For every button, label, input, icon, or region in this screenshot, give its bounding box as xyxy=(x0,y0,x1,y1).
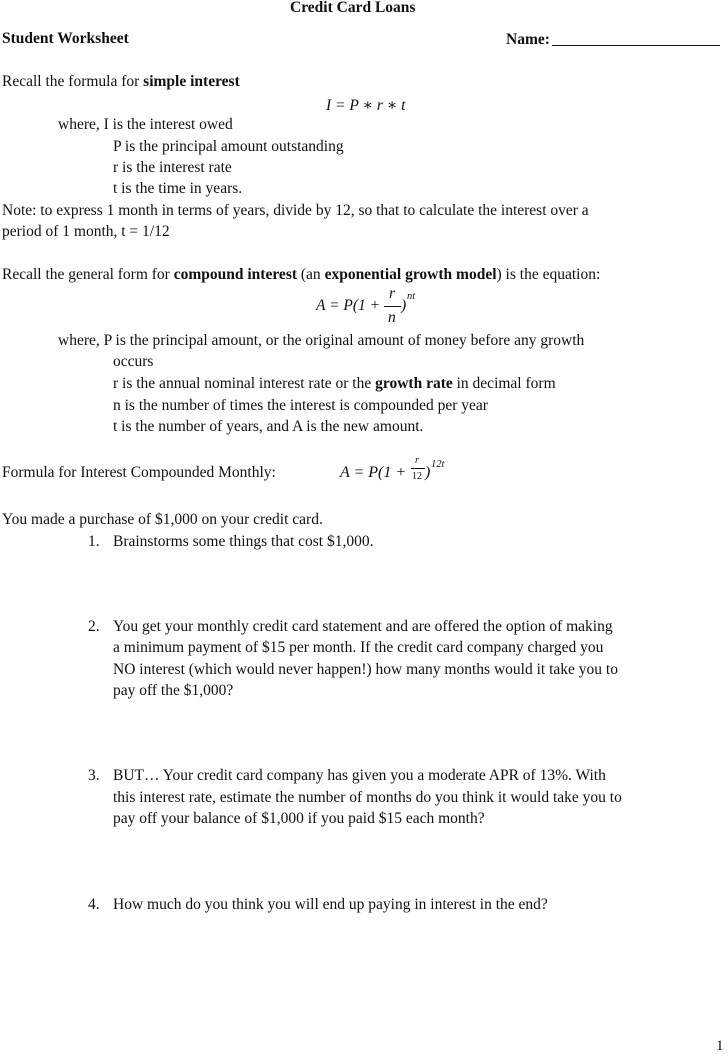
question-2-line-1: You get your monthly credit card statement and are offered the option of making xyxy=(113,618,613,635)
growth-rate-term: growth rate xyxy=(375,375,453,392)
simple-interest-intro xyxy=(2,72,240,92)
simple-where-2: P is the principal amount outstanding xyxy=(113,138,344,155)
compound-where-2-suffix: in decimal form xyxy=(452,375,556,392)
simple-interest-intro-text: Recall the formula for xyxy=(2,73,144,90)
problem-intro: You made a purchase of $1,000 on your credit card. xyxy=(2,511,323,528)
question-3-line-2: this interest rate, estimate the number of months do you think it would take you to xyxy=(113,789,622,806)
compound-interest-term: compound interest xyxy=(173,266,298,283)
compound-where-1: where, P is the principal amount, or the original amount of money before any growth xyxy=(58,332,585,349)
compound-formula-exponent: nt xyxy=(407,291,416,302)
compound-intro-text-1: Recall the general form for xyxy=(2,266,174,283)
growth-model-term: exponential growth model xyxy=(324,266,497,283)
simple-where-4: t is the time in years. xyxy=(113,180,243,197)
simple-where-3: r is the interest rate xyxy=(113,159,232,176)
name-field[interactable] xyxy=(506,29,720,50)
simple-where-1: where, I is the interest owed xyxy=(58,116,233,133)
monthly-formula-denominator: 12 xyxy=(412,471,422,482)
question-1-text: Brainstorms some things that cost $1,000. xyxy=(113,533,374,550)
compound-formula-close: ) xyxy=(401,297,407,314)
compound-where-3: n is the number of times the interest is compounded per year xyxy=(113,397,488,414)
monthly-formula-close: ) xyxy=(425,464,431,481)
question-2-line-3: NO interest (which would never happen!) how many months would it take you to xyxy=(113,661,618,678)
simple-interest-formula: I = P ∗ r ∗ t xyxy=(326,97,406,114)
page-number: 1 xyxy=(716,1038,724,1054)
question-4-number: 4. xyxy=(88,896,100,913)
compound-fraction-bar xyxy=(384,306,401,307)
simple-interest-term: simple interest xyxy=(143,73,240,90)
question-2-number: 2. xyxy=(88,618,100,635)
question-1-number: 1. xyxy=(88,533,100,550)
page-title: Credit Card Loans xyxy=(290,0,416,16)
compound-where-2 xyxy=(113,374,556,394)
compound-formula-denominator: n xyxy=(388,309,396,326)
question-2-line-2: a minimum payment of $15 per month. If the credit card company charged you xyxy=(113,639,604,656)
note-line-2: period of 1 month, t = 1/12 xyxy=(2,223,170,240)
monthly-formula-label: Formula for Interest Compounded Monthly: xyxy=(2,464,276,481)
compound-formula-numerator: r xyxy=(389,285,396,302)
compound-intro xyxy=(2,265,600,285)
question-3-line-3: pay off your balance of $1,000 if you paid $15 each month? xyxy=(113,810,485,827)
monthly-formula-lhs: A = P(1 + xyxy=(340,464,407,481)
question-4-text: How much do you think you will end up paying in interest in the end? xyxy=(113,896,548,913)
question-3-line-1: BUT… Your credit card company has given you a moderate APR of 13%. With xyxy=(113,767,606,784)
monthly-fraction-bar xyxy=(411,468,425,469)
monthly-formula-exponent: 12t xyxy=(431,459,445,470)
compound-intro-text-3: ) is the equation: xyxy=(496,266,601,283)
question-3-number: 3. xyxy=(88,767,100,784)
note-line-1: Note: to express 1 month in terms of years, divide by 12, so that to calculate the interest over a xyxy=(2,202,589,219)
compound-where-2-text: r is the annual nominal interest rate or the xyxy=(113,375,376,392)
worksheet-label: Student Worksheet xyxy=(2,30,129,47)
question-2-line-4: pay off the $1,000? xyxy=(113,682,234,699)
compound-formula-lhs: A = P(1 + xyxy=(316,297,381,314)
compound-where-4: t is the number of years, and A is the new amount. xyxy=(113,418,424,435)
name-label: Name: xyxy=(506,31,550,48)
compound-where-1b: occurs xyxy=(113,353,154,370)
name-blank-line[interactable] xyxy=(552,29,720,46)
monthly-formula-numerator: r xyxy=(415,455,419,466)
compound-intro-text-2: (an xyxy=(297,266,325,283)
